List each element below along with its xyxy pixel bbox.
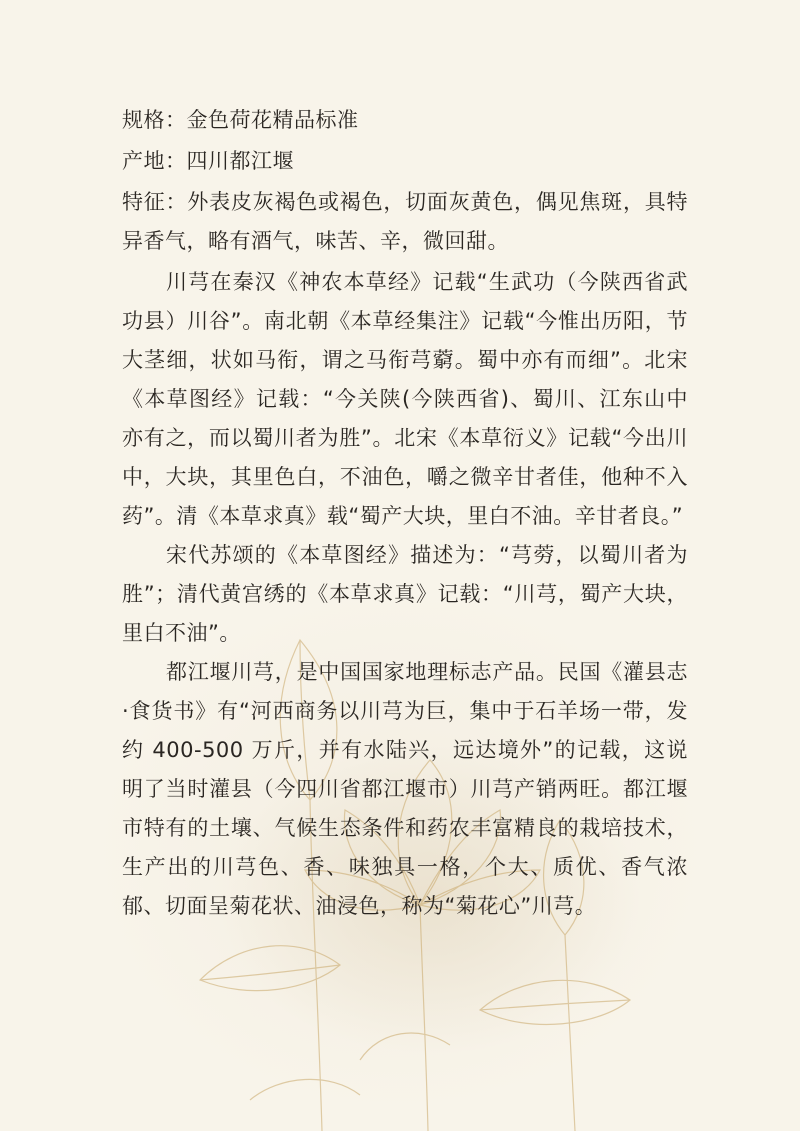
paragraph-history: 川芎在秦汉《神农本草经》记载“生武功（今陕西省武功县）川谷”。南北朝《本草经集注》记载“今惟出历阳，节大茎细，状如马衔，谓之马衔芎藭。蜀中亦有而细”。北宋《本草图经》记载：“今关陕(今陕西省)、蜀川、江东山中亦有之，而以蜀川者为胜”。北宋《本草衍义》记载“今出川中，大块，其里色白，不油色，嚼之微辛甘者佳，他种不入药”。清《本草求真》载“蜀产大块，里白不油。辛甘者良。”	[122, 270, 688, 528]
spec-features: 特征：外表皮灰褐色或褐色，切面灰黄色，偶见焦斑，具特异香气，略有酒气，味苦、辛，微回甜。	[122, 190, 688, 253]
spec-origin: 产地：四川都江堰	[122, 149, 294, 173]
spec-grade: 规格：金色荷花精品标准	[122, 108, 359, 132]
paragraph-song-qing: 宋代苏颂的《本草图经》描述为：“芎䓖，以蜀川者为胜”；清代黄宫绣的《本草求真》记载：“川芎，蜀产大块，里白不油”。	[122, 543, 688, 645]
document-body	[122, 101, 688, 926]
paragraph-dujiangyan: 都江堰川芎，是中国国家地理标志产品。民国《灌县志·食货书》有“河西商务以川芎为巨，集中于石羊场一带，发约 400-500 万斤，并有水陆兴，远达境外”的记载，这说明了当时灌县（今四川省都江堰市）川芎产销两旺。都江堰市特有的土壤、气候生态条件和药农丰富精良的栽培技术，生产出的川芎色、香、味独具一格，个大、质优、香气浓郁、切面呈菊花状、油浸色，称为“菊花心”川芎。	[122, 660, 688, 918]
